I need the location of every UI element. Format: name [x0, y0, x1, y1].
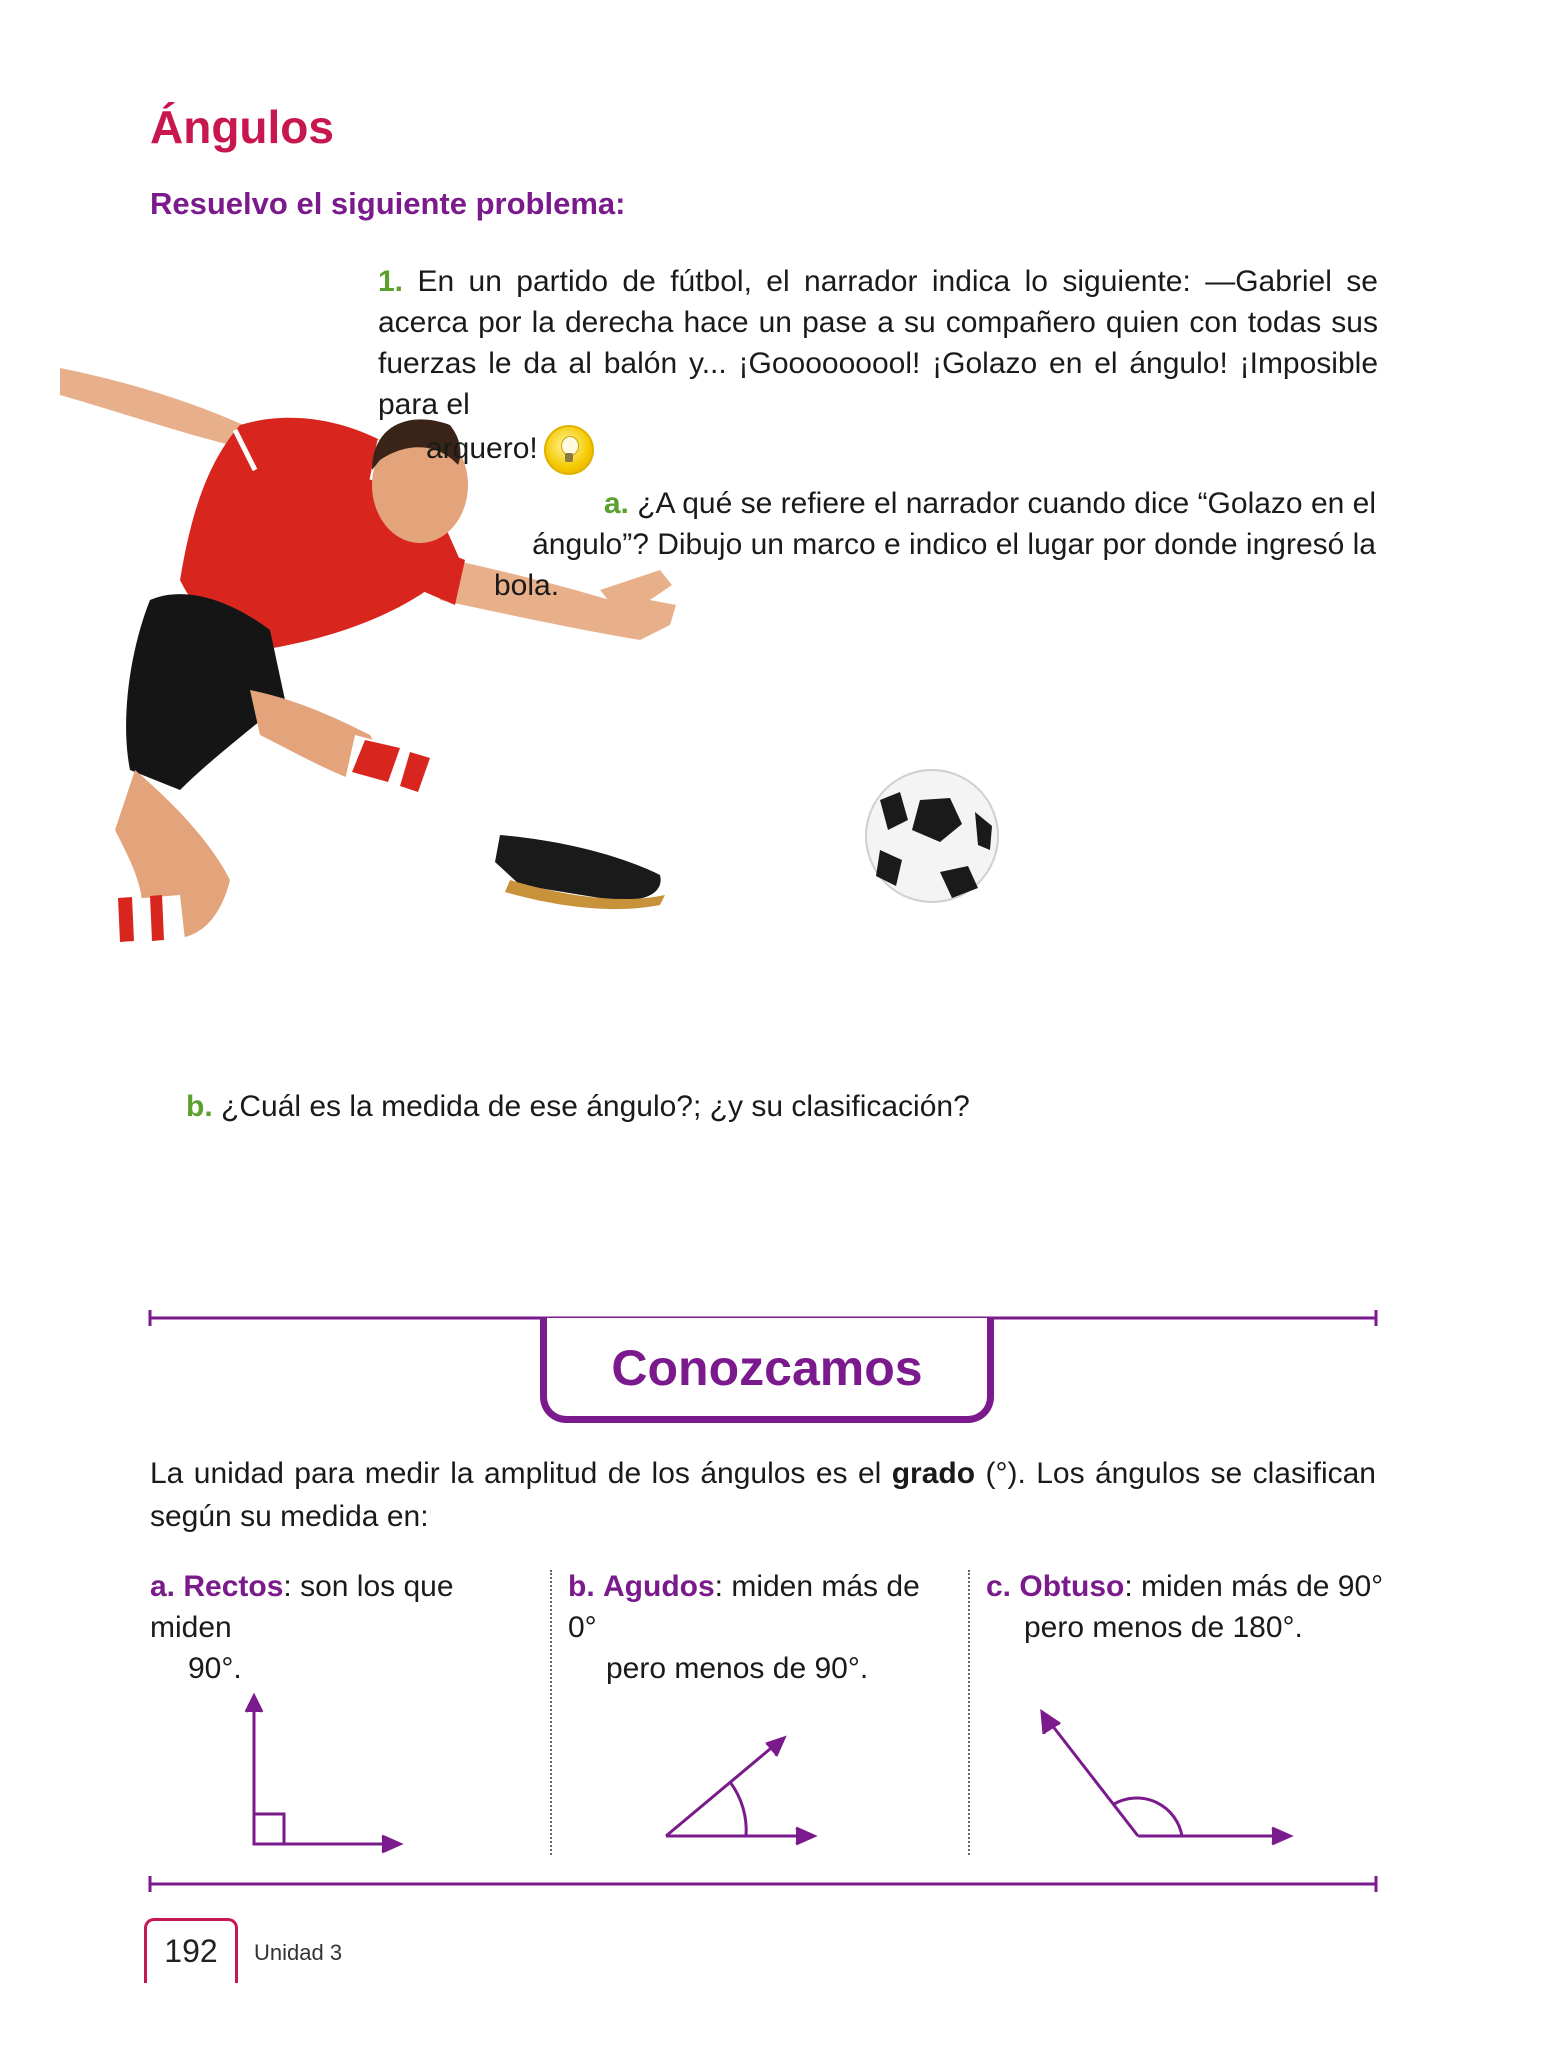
type-b-name: Agudos [603, 1570, 715, 1603]
page-number: 192 [144, 1918, 238, 1983]
soccer-ball-image [866, 770, 998, 902]
angle-type-acute [568, 1566, 948, 1689]
intro-bold-grado: grado [891, 1457, 976, 1490]
intro-text-1: La unidad para medir la amplitud de los ángulos es el [150, 1457, 892, 1490]
type-b-desc: : miden más de 0° [568, 1570, 920, 1644]
type-b-letter: b. [568, 1570, 595, 1603]
question-b-label: b. [186, 1090, 213, 1123]
lightbulb-icon [544, 425, 594, 475]
type-a-letter: a. [150, 1570, 176, 1603]
type-c-name: Obtuso [1019, 1570, 1125, 1603]
problem-text-end: arquero! [426, 431, 538, 465]
angle-type-right [150, 1566, 530, 1689]
column-divider [550, 1570, 552, 1855]
question-a [494, 483, 1376, 606]
page-title: Ángulos [150, 101, 334, 153]
angle-type-obtuse [986, 1566, 1386, 1648]
right-angle-diagram [246, 1696, 400, 1852]
conozcamos-banner: Conozcamos [540, 1318, 994, 1423]
acute-angle-diagram [666, 1738, 814, 1844]
type-c-letter: c. [986, 1570, 1012, 1603]
intro-text-2: (°). Los ángulos se clasifican según su medida en: [150, 1457, 1376, 1533]
column-divider [968, 1570, 970, 1855]
question-a-text: ¿A qué se refiere el narrador cuando dice “Golazo en el ángulo”? Dibujo un marco e indico el lugar por donde ingresó la bola. [494, 487, 1376, 602]
problem-1 [378, 261, 1378, 475]
question-a-label: a. [603, 487, 629, 520]
question-b-text: ¿Cuál es la medida de ese ángulo?; ¿y su clasificación? [221, 1090, 970, 1123]
problem-number: 1. [378, 265, 404, 298]
section-subtitle: Resuelvo el siguiente problema: [150, 186, 626, 221]
type-a-name: Rectos [183, 1570, 284, 1603]
unit-label: Unidad 3 [254, 1940, 343, 1965]
type-a-desc: : son los que miden [150, 1570, 454, 1644]
type-c-desc-2: pero menos de 180°. [1024, 1611, 1303, 1644]
section-bottom-rule [150, 1876, 1376, 1892]
problem-text: En un partido de fútbol, el narrador indica lo siguiente: —Gabriel se acerca por la derecha hace un pase a su compañero quien con todas sus fuerzas le da al balón y... ¡Gooooooool! ¡Golazo en el ángulo! ¡Imposible para el [378, 265, 1378, 421]
section-intro [150, 1452, 1376, 1538]
obtuse-angle-diagram [1042, 1712, 1290, 1844]
type-b-desc-2: pero menos de 90°. [606, 1652, 869, 1685]
question-b [186, 1090, 970, 1124]
type-a-desc-2: 90°. [188, 1652, 242, 1685]
type-c-desc: : miden más de 90° [1124, 1570, 1384, 1603]
